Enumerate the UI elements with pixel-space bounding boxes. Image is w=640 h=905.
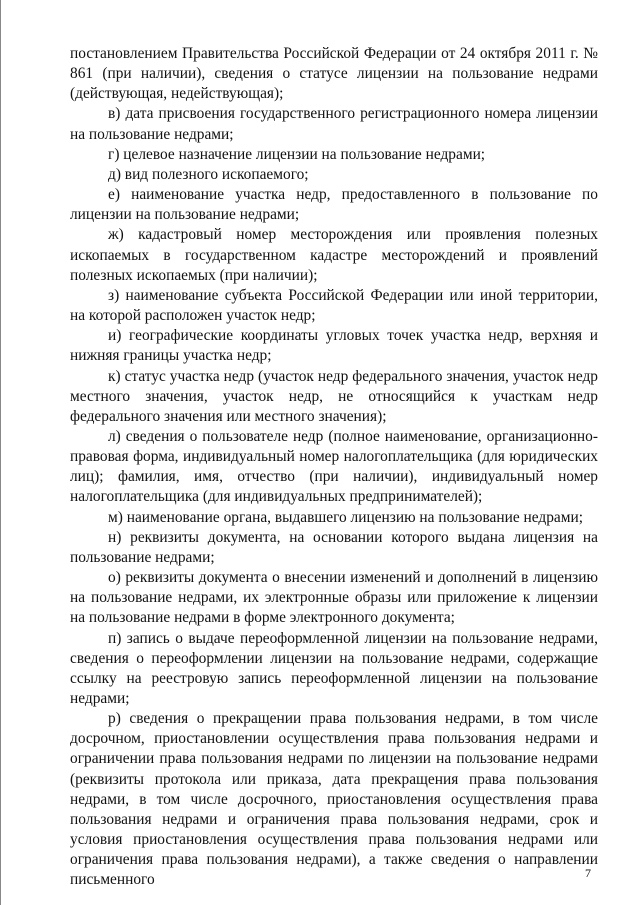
paragraph-item-n: н) реквизиты документа, на основании которого выдана лицензия на пользование недрами; bbox=[70, 528, 598, 566]
body-text bbox=[70, 44, 598, 891]
paragraph-continuation: постановлением Правительства Российской Федерации от 24 октября 2011 г. № 861 (при наличии), сведения о статусе лицензии на пользование недрами (действующая, недействующая); bbox=[70, 45, 598, 103]
paragraph-item-v: в) дата присвоения государственного регистрационного номера лицензии на пользование недрами; bbox=[70, 105, 598, 143]
paragraph-item-zh: ж) кадастровый номер месторождения или проявления полезных ископаемых в государственном кадастре месторождений и проявлений полезных ископаемых (при наличии); bbox=[70, 226, 598, 284]
paragraph-item-i: и) географические координаты угловых точек участка недр, верхняя и нижняя границы участка недр; bbox=[70, 327, 598, 365]
paragraph-item-z: з) наименование субъекта Российской Федерации или иной территории, на которой расположен участок недр; bbox=[70, 286, 598, 325]
page-number: 7 bbox=[585, 866, 591, 880]
paragraph-item-k: к) статус участка недр (участок недр федерального значения, участок недр местного значения, участок недр, не относящийся к участкам недр федерального значения или местного значения); bbox=[70, 367, 598, 425]
paragraph-item-g: г) целевое назначение лицензии на пользование недрами; bbox=[108, 145, 486, 163]
paragraph-item-p: п) запись о выдаче переоформленной лицензии на пользование недрами, сведения о переоформлении лицензии на пользование недрами, содержащие ссылку на реестровую запись переоформленной лицензии на пользование недрами; bbox=[70, 629, 598, 707]
paragraph-item-r: р) сведения о прекращении права пользования недрами, в том числе досрочном, приостановлении осуществления права пользования недрами и ограничении права пользования недрами по лицензии на пользование недрами (реквизиты протокола или приказа, дата прекращения права пользования недрами, в том числе досрочного, приостановления осуществления права пользования недрами и ограничения права пользования недрами, срок и условия приостановления осуществления права пользования недрами или ограничения права пользования недрами), а также сведения о направлении письменного bbox=[70, 710, 598, 889]
paragraph-item-l: л) сведения о пользователе недр (полное наименование, организационно-правовая форма, индивидуальный номер налогоплательщика (для юридических лиц); фамилия, имя, отчество (при наличии), индивидуальный номер налогоплательщика (для индивидуальных предпринимателей); bbox=[70, 427, 598, 506]
paragraph-item-e: е) наименование участка недр, предоставленного в пользование по лицензии на пользование недрами; bbox=[70, 186, 598, 224]
paragraph-item-d: д) вид полезного ископаемого; bbox=[108, 165, 309, 183]
paragraph-item-m: м) наименование органа, выдавшего лицензию на пользование недрами; bbox=[108, 508, 583, 526]
scan-edge-line bbox=[0, 0, 1, 905]
paragraph-item-o: о) реквизиты документа о внесении изменений и дополнений в лицензию на пользование недрами, их электронные образы или приложение к лицензии на пользование недрами в форме электронного документа; bbox=[70, 569, 598, 627]
